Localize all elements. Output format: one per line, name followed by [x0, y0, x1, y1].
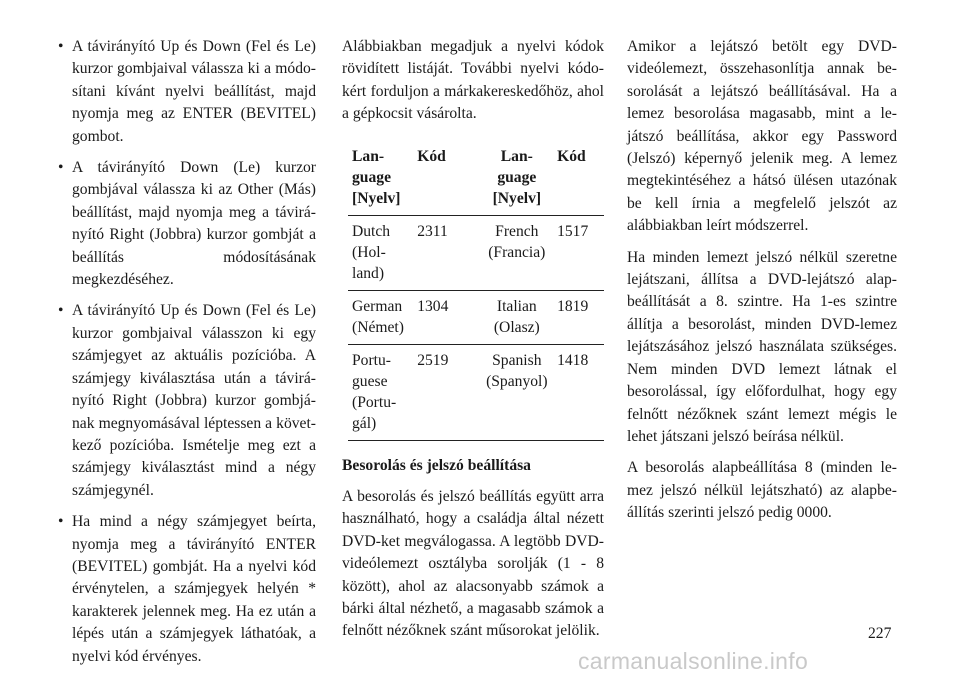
cell-language: German (Német) [348, 290, 413, 344]
list-item: • Ha mind a négy számjegyet beírta, nyomja meg a távirányító ENTER (BEVITEL) gombját. Ha a nyelvi kód érvénytelen, a számjegyek helyén * karakterek jelennek meg. Ha ez után a lépés után a számjegyek láthatóak, a nyelvi kód érvényes. [58, 511, 316, 668]
paragraph: Amikor a lejátszó betölt egy DVD-videólemezt, összehasonlítja annak besorolását a lejátszó beállításával. Ha a lemez besorolása magasabb, mint a lejátszó beállítása, akkor egy Password (Jelszó) képernyő jelenik meg. A lemez megtekintéséhez a hátsó ülésen utazónak be kell írnia a megfelelő jelszót az alábbiakban leírt módszerrel. [627, 38, 897, 235]
cell-code: 1304 [413, 290, 480, 344]
table-row [348, 215, 604, 290]
language-code-table [348, 141, 604, 441]
header-code: Kód [413, 141, 480, 216]
list-item: • A távirányító Down (Le) kurzor gombjával válassza ki az Other (Más) beállítást, majd nyomja meg a távirányító Right (Jobbra) kurzor gombját a beállítás módosításának megkezdéséhez. [58, 157, 316, 291]
cell-code: 2311 [413, 215, 480, 290]
watermark: carmanualsonline.info [578, 648, 809, 674]
cell-language: Portuguese (Portugál) [348, 344, 413, 440]
section-heading: Besorolás és jelszó beállítása [342, 456, 531, 474]
cell-code: 2519 [413, 344, 480, 440]
paragraph: A besorolás alapbeállítása 8 (minden lemez jelszó nélkül lejátszható) az alapbeállítás szerinti jelszó pedig 0000. [627, 459, 897, 522]
page-number: 227 [868, 625, 892, 642]
language-intro: Alábbiakban megadjuk a nyelvi kódok rövidített listáját. További nyelvi kódokért forduljon a márkakereskedőhöz, ahol a gépkocsit vásárolta. [342, 38, 604, 123]
rating-description: A besorolás és jelszó beállítás együtt arra használható, hogy a családja által nézett DVD-ket megválogassa. A legtöbb DVD-videólemezt osztályba sorolják (1 - 8 között), ahol az alacsonyabb számok a bárki által nézhető, a magasabb számok a felnőtt nézőknek szánt műsorokat jelölik. [342, 488, 604, 640]
table-row [348, 290, 604, 344]
cell-language: French (Francia) [481, 215, 554, 290]
header-language: Language [Nyelv] [481, 141, 554, 216]
column-right [627, 36, 897, 534]
header-code: Kód [553, 141, 604, 216]
cell-language: Spanish (Spanyol) [481, 344, 554, 440]
instruction-list [58, 36, 316, 668]
cell-code: 1418 [553, 344, 604, 440]
cell-code: 1517 [553, 215, 604, 290]
list-item: • A távirányító Up és Down (Fel és Le) kurzor gombjaival válassza ki a módosítani kívánt nyelvi beállítást, majd nyomja meg az ENTER (BEVITEL) gombot. [58, 36, 316, 148]
column-middle [342, 36, 604, 652]
header-language: Language [Nyelv] [348, 141, 413, 216]
paragraph: Ha minden lemezt jelszó nélkül szeretne lejátszani, állítsa a DVD-lejátszó alapbeállítását a 8. szintre. Ha 1-es szintre állítja a besorolást, minden DVD-lemez lejátszásához jelszó használata szükséges. Nem minden DVD lemezt látnak el besorolással, így előfordulhat, hogy egy felnőtt nézőknek szánt lemezt mégis le lehet játszani jelszó beírása nélkül. [627, 248, 897, 445]
column-left [58, 36, 316, 677]
table-row [348, 344, 604, 440]
table-header-row [348, 141, 604, 216]
cell-code: 1819 [553, 290, 604, 344]
cell-language: Italian (Olasz) [481, 290, 554, 344]
list-item: • A távirányító Up és Down (Fel és Le) kurzor gombjaival válasszon ki egy számjegyet az aktuális pozícióba. A számjegy kiválasztása után a távirányító Right (Jobbra) kurzor gombjának megnyomásával léptessen a következő pozícióba. Ismételje meg ezt a számjegy kiválasztást mind a négy számjegynél. [58, 300, 316, 502]
cell-language: Dutch (Holland) [348, 215, 413, 290]
